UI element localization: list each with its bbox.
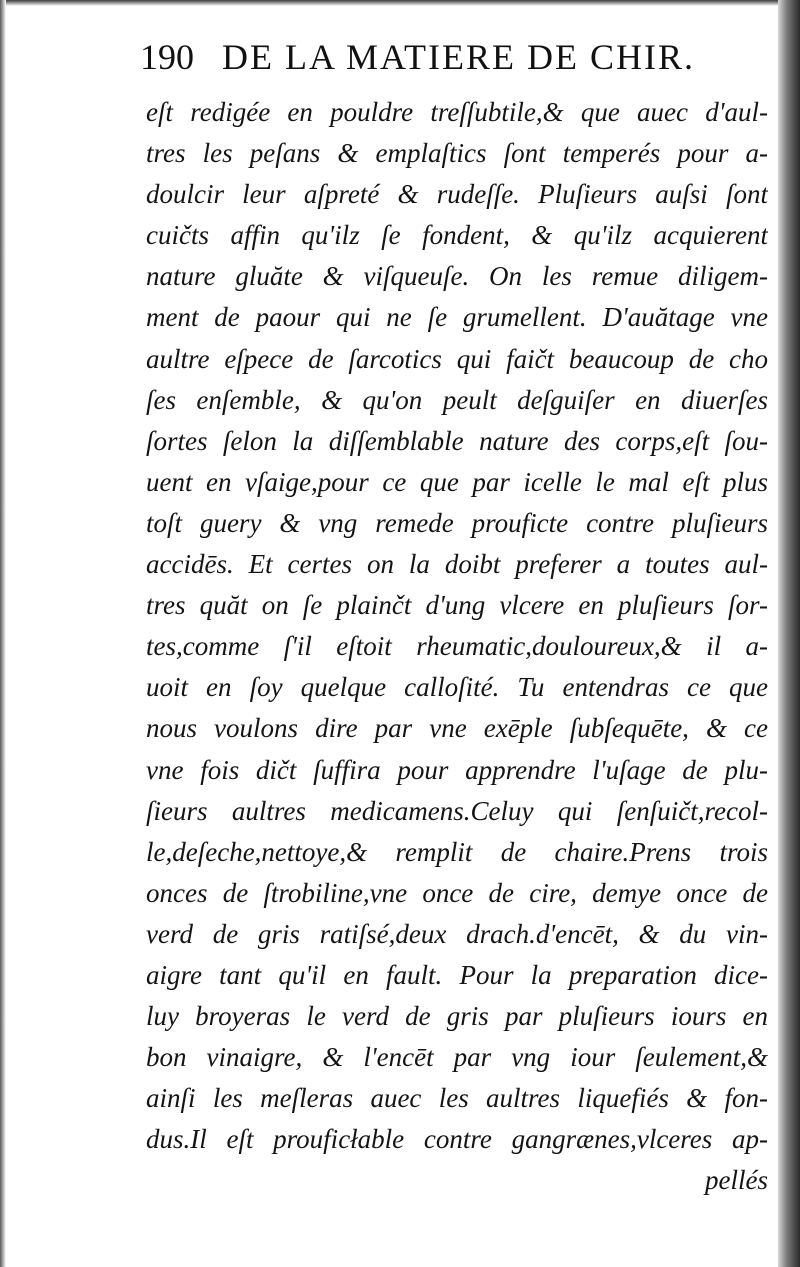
text-line: tres les peſans & emplaſtics ſont temperés pour a- bbox=[146, 138, 768, 169]
page-edge-left bbox=[0, 0, 6, 1267]
text-line: nous voulons dire par vne exēple ſubſequēte, & ce bbox=[146, 713, 768, 744]
text-line: ſortes ſelon la diſſemblable nature des corps,eſt ſou- bbox=[146, 425, 768, 456]
text-line: onces de ſtrobiline,vne once de cire, demye once de bbox=[146, 877, 768, 908]
text-line: ſes enſemble, & qu'on peult deſguiſer en diuerſes bbox=[146, 384, 768, 415]
text-line: verd de gris ratiſsé,deux drach.d'encēt, & du vin- bbox=[146, 918, 768, 949]
text-line: aigre tant qu'il en fault. Pour la preparation dice- bbox=[146, 959, 768, 990]
page-edge-right bbox=[778, 0, 800, 1267]
text-line: cuičts affin qu'ilz ſe fondent, & qu'ilz acquierent bbox=[146, 220, 768, 251]
text-line: dus.Il eſt prouficłable contre gangrænes,vlceres ap- bbox=[146, 1124, 768, 1155]
text-line: eſt redigée en pouldre treſſubtile,& que auec d'aul- bbox=[146, 97, 768, 127]
text-line: tres quăt on ſe plainčt d'ung vlcere en pluſieurs ſor- bbox=[146, 590, 768, 621]
text-line: ainſi les meſleras auec les aultres liquefiés & fon- bbox=[146, 1083, 768, 1114]
text-line: uent en vſaige,pour ce que par icelle le mal eſt plus bbox=[146, 466, 768, 497]
text-line: toſt guery & vng remede prouficte contre pluſieurs bbox=[146, 507, 768, 538]
running-title: DE LA MATIERE DE CHIR. bbox=[222, 37, 695, 77]
text-line: nature gluăte & viſqueuſe. On les remue diligem- bbox=[146, 261, 768, 292]
text-line: vne fois dičt ſuffira pour apprendre l'uſage de plu- bbox=[146, 754, 768, 785]
text-line: uoit en ſoy quelque calloſité. Tu entendras ce que bbox=[146, 672, 768, 703]
text-line: luy broyeras le verd de gris par pluſieurs iours en bbox=[146, 1001, 768, 1032]
text-line: ſieurs aultres medicamens.Celuy qui ſenſuičt,recol- bbox=[146, 795, 768, 826]
text-line: pellés bbox=[705, 1165, 768, 1196]
text-line: bon vinaigre, & l'encēt par vng iour ſeulement,& bbox=[146, 1042, 768, 1073]
text-line: le,deſeche,nettoye,& remplit de chaire.Prens trois bbox=[146, 836, 768, 867]
body-text bbox=[146, 92, 768, 1202]
text-line: ment de paour qui ne ſe grumellent. D'auătage vne bbox=[146, 302, 768, 333]
running-header bbox=[140, 36, 760, 86]
text-line: doulcir leur aſpreté & rudeſſe. Pluſieurs auſsi ſont bbox=[146, 179, 768, 210]
page-number: 190 bbox=[140, 37, 194, 77]
page-edge-top bbox=[0, 0, 800, 6]
text-line: tes,comme ſ'il eſtoit rheumatic,douloureux,& il a- bbox=[146, 631, 768, 662]
text-line: aultre eſpece de ſarcotics qui faičt beaucoup de cho bbox=[146, 343, 768, 374]
text-line: accidēs. Et certes on la doibt preferer a toutes aul- bbox=[146, 549, 768, 580]
